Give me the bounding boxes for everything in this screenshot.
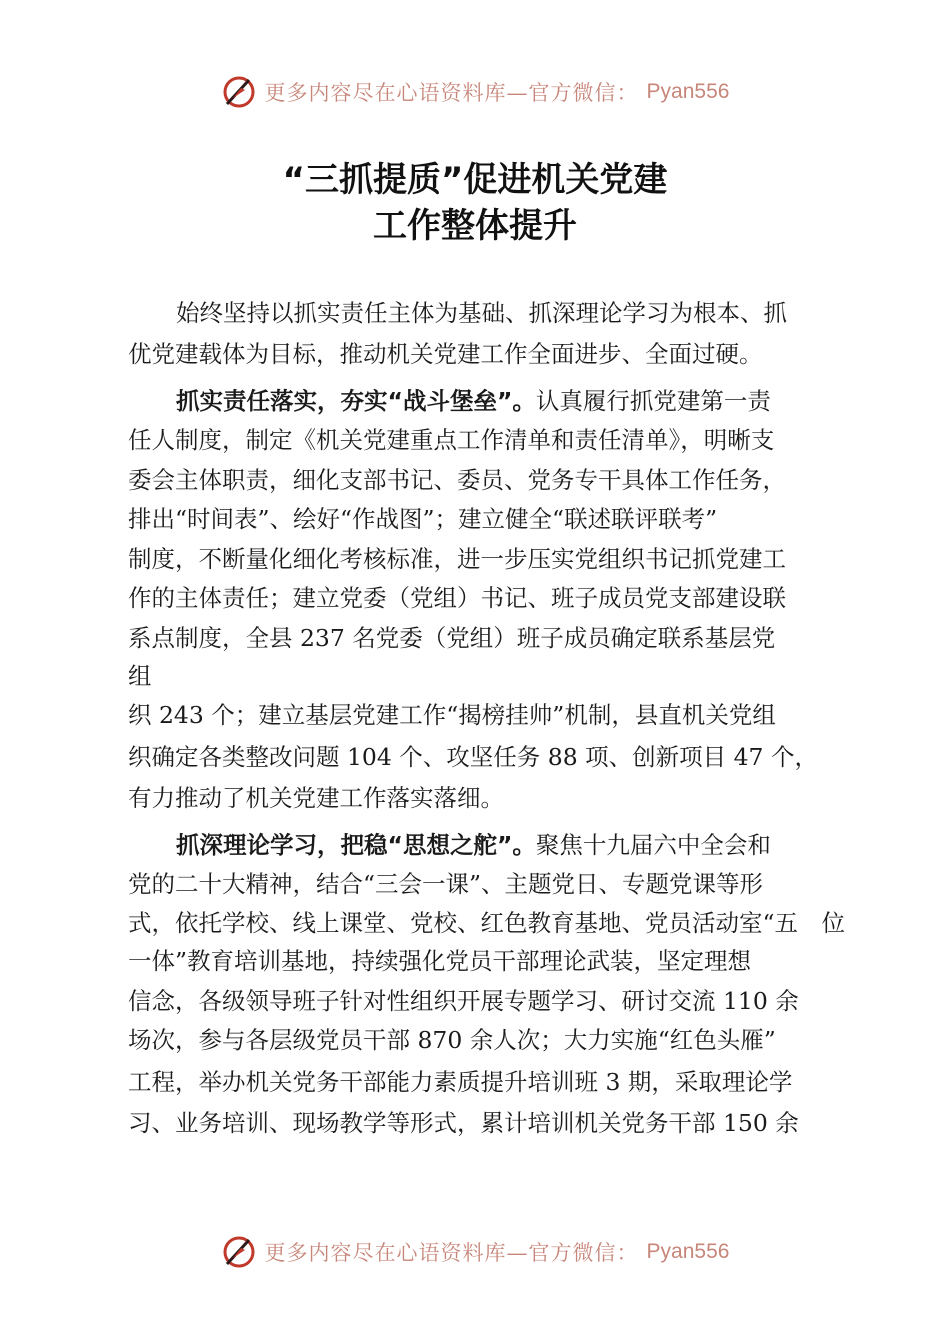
section-1-line: 有力推动了机关党建工作落实落细。 [128, 784, 504, 812]
section-1-line: 系点制度，全县 237 名党委（党组）班子成员确定联系基层党 [128, 624, 776, 652]
section-2-heading: 抓深理论学习，把稳“思想之舵”。 [176, 831, 536, 859]
section-1-first-line-text: 认真履行抓党建第一责 [535, 387, 771, 415]
section-1-heading: 抓实责任落实，夯实“战斗堡垒”。 [176, 387, 536, 415]
section-1-line: 织确定各类整改问题 104 个、攻坚任务 88 项、创新项目 47 个， [128, 743, 818, 771]
quill-logo-icon [221, 74, 257, 110]
section-2-line: 场次，参与各层级党员干部 870 余人次；大力实施“红色头雁” [128, 1026, 776, 1054]
intro-line-1: 始终坚持以抓实责任主体为基础、抓深理论学习为根本、抓 [176, 299, 787, 327]
section-1-line: 制度，不断量化细化考核标准，进一步压实党组织书记抓党建工 [128, 545, 786, 573]
quill-logo-icon [221, 1234, 257, 1270]
section-2-line: 一体”教育培训基地，持续强化党员干部理论武装，坚定理想 [128, 947, 752, 975]
section-1-first-line [176, 386, 771, 416]
section-1-line: 任人制度，制定《机关党建重点工作清单和责任清单》，明晰支 [128, 426, 775, 454]
intro-line-2: 优党建载体为目标，推动机关党建工作全面进步、全面过硬。 [128, 340, 763, 368]
section-1-line: 委会主体职责，细化支部书记、委员、党务专干具体工作任务， [128, 466, 786, 494]
section-2-line: 式，依托学校、线上课堂、党校、红色教育基地、党员活动室“五 位 [128, 909, 846, 937]
section-1-line: 排出“时间表”、绘好“作战图”；建立健全“联述联评联考” [128, 505, 718, 533]
watermark-text: 更多内容尽在心语资料库—官方微信： [264, 81, 639, 105]
document-title-line-2: 工作整体提升 [373, 206, 577, 246]
watermark-wechat-id: Pyan556 [646, 80, 730, 103]
watermark-footer [0, 1234, 950, 1270]
section-2-first-line-text: 聚焦十九届六中全会和 [535, 831, 771, 859]
section-2-line: 信念，各级领导班子针对性组织开展专题学习、研讨交流 110 余 [128, 987, 799, 1015]
section-1-line: 织 243 个；建立基层党建工作“揭榜挂帅”机制，县直机关党组 [128, 701, 776, 729]
watermark-header [0, 74, 950, 110]
section-1-line: 作的主体责任；建立党委（党组）书记、班子成员党支部建设联 [128, 584, 786, 612]
section-2-first-line [176, 830, 771, 860]
document-title-line-1: “三抓提质”促进机关党建 [282, 160, 668, 200]
section-2-line: 党的二十大精神，结合“三会一课”、主题党日、专题党课等形 [128, 870, 764, 898]
watermark-wechat-id: Pyan556 [646, 1240, 730, 1263]
section-2-line: 工程，举办机关党务干部能力素质提升培训班 3 期，采取理论学 [128, 1068, 793, 1096]
section-1-line: 组 [128, 662, 152, 690]
watermark-text: 更多内容尽在心语资料库—官方微信： [264, 1241, 639, 1265]
section-2-line: 习、业务培训、现场教学等形式，累计培训机关党务干部 150 余 [128, 1109, 799, 1137]
